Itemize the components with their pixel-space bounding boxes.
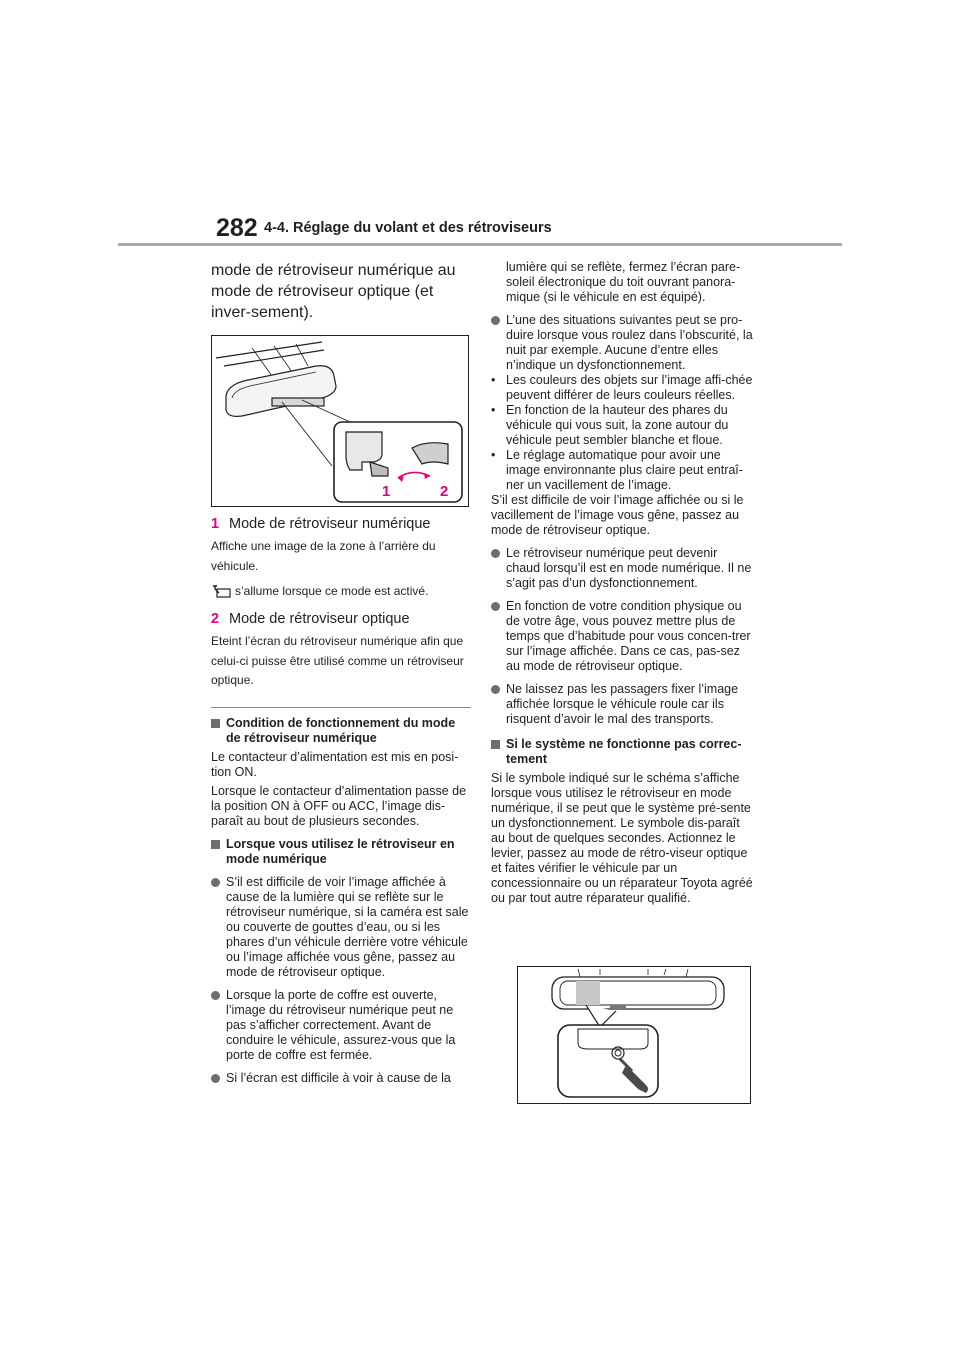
round-bullet-icon xyxy=(491,549,500,558)
bullet-text: En fonction de votre condition physique ou de votre âge, vous pouvez mettre plus de temps que d’habitude pour vous concen-trer sur l’image affichée. Dans ce cas, pas-sez au mode de rétroviseur optique. xyxy=(506,599,751,673)
bullet-item xyxy=(491,313,753,373)
bullet-text: Si l’écran est difficile à voir à cause de la xyxy=(226,1070,451,1085)
sub-bullet-text: Le réglage automatique pour avoir une image environnante plus claire peut entraî-ner un vacillement de l’image. xyxy=(506,448,743,492)
sub-bullet-marker: • xyxy=(491,448,496,462)
square-bullet-icon xyxy=(211,840,220,849)
sub-bullet-item xyxy=(491,373,753,403)
bullet-continuation: lumière qui se reflète, fermez l’écran pare-soleil électronique du toit ouvrant panora-mique (si le véhicule en est équipé). xyxy=(506,260,741,304)
section-title: 4-4. Réglage du volant et des rétroviseurs xyxy=(264,220,552,236)
sub-bullet-marker: • xyxy=(491,403,496,417)
bullet-conclusion: S’il est difficile de voir l’image affichée ou si le vacillement de l’image vous gêne, passez au mode de rétroviseur optique. xyxy=(491,493,744,537)
item-2-heading xyxy=(211,610,471,628)
left-column xyxy=(211,258,471,1086)
round-bullet-icon xyxy=(491,602,500,611)
condition-paragraph-1: Le contacteur d’alimentation est mis en posi-tion ON. xyxy=(211,749,459,779)
round-bullet-icon xyxy=(211,878,220,887)
malfunction-paragraph: Si le symbole indiqué sur le schéma s’affiche lorsque vous utilisez le rétroviseur en mode numérique, il se peut que le système pré-sente un dysfonctionnement. Le symbole dis-paraît au bout de quelques secondes. Actionnez le levier, passez au mode de rétro-viseur optique et faites vérifier le véhicule par un concessionnaire ou un réparateur Toyota agréé ou par tout autre réparateur qualifié. xyxy=(491,771,753,905)
square-bullet-icon xyxy=(491,740,500,749)
callout-2: 2 xyxy=(440,483,449,500)
bullet-item xyxy=(211,988,471,1063)
bullet-item xyxy=(491,682,753,727)
round-bullet-icon xyxy=(211,991,220,1000)
item-1-heading xyxy=(211,515,471,533)
round-bullet-icon xyxy=(211,1074,220,1083)
right-column xyxy=(491,258,753,906)
mirror-lever-figure xyxy=(211,335,469,507)
digital-mode-heading xyxy=(211,837,471,867)
condition-paragraph-2: Lorsque le contacteur d’alimentation passe de la position ON à OFF ou ACC, l’image dis-paraît au bout de plusieurs secondes. xyxy=(211,783,467,828)
bullet-text: L’une des situations suivantes peut se pro-duire lorsque vous roulez dans l’obscurité, la nuit par exemple. Aucune d’entre elles n’indique un dysfonctionnement. xyxy=(506,313,753,372)
sub-bullet-item xyxy=(491,448,753,493)
icon-note xyxy=(211,584,471,598)
lead-text: mode de rétroviseur numérique au mode de rétroviseur optique (et inver-sement). xyxy=(211,262,456,321)
mirror-lever-illustration xyxy=(212,336,468,506)
bullet-text: Ne laissez pas les passagers fixer l’image affichée lorsque le véhicule roule car ils risquent d’avoir le mal des transports. xyxy=(506,682,739,726)
condition-heading-text: Condition de fonctionnement du mode de rétroviseur numérique xyxy=(226,715,456,745)
round-bullet-icon xyxy=(491,316,500,325)
item-2-number: 2 xyxy=(211,611,220,627)
page-number: 282 xyxy=(216,214,258,242)
bullet-text: S’il est difficile de voir l’image affichée à cause de la lumière qui se reflète sur le rétroviseur numérique, si la caméra est sale ou couverte de gouttes d’eau, ou si les phares d’un véhicule derrière votre véhicule ou l’image affichée vous gêne, passez au mode de rétroviseur optique. xyxy=(226,874,469,979)
condition-heading xyxy=(211,716,471,746)
item-1-title: Mode de rétroviseur numérique xyxy=(229,516,431,532)
item-1-description: Affiche une image de la zone à l’arrière du véhicule. xyxy=(211,539,436,573)
digital-mode-heading-text: Lorsque vous utilisez le rétroviseur en mode numérique xyxy=(226,836,455,866)
item-2-description: Eteint l’écran du rétroviseur numérique afin que celui-ci puisse être utilisé comme un rétroviseur optique. xyxy=(211,634,464,687)
header-rule xyxy=(118,243,842,246)
bullet-text: Lorsque la porte de coffre est ouverte, l’image du rétroviseur numérique peut ne pas s’afficher correctement. Avant de conduire le véhicule, assurez-vous que la porte de coffre est fermée. xyxy=(226,987,456,1062)
callout-1: 1 xyxy=(382,483,391,500)
sub-bullet-text: Les couleurs des objets sur l’image affi-chée peuvent différer de leurs couleurs réelles. xyxy=(506,373,753,402)
bullet-item xyxy=(491,546,753,591)
bullet-item xyxy=(491,599,753,674)
square-bullet-icon xyxy=(211,719,220,728)
mirror-symbol-illustration xyxy=(518,967,750,1103)
sub-bullet-text: En fonction de la hauteur des phares du véhicule qui vous suit, la zone autour du véhicule peut sembler blanche et floue. xyxy=(506,403,729,447)
bullet-text: Le rétroviseur numérique peut devenir chaud lorsqu’il est en mode numérique. Il ne s’agit pas d’un dysfonctionnement. xyxy=(506,546,752,590)
sub-bullet-marker: • xyxy=(491,373,496,387)
divider xyxy=(211,707,471,708)
round-bullet-icon xyxy=(491,685,500,694)
sub-bullet-item xyxy=(491,403,753,448)
bullet-item xyxy=(211,875,471,980)
icon-note-text: s’allume lorsque ce mode est activé. xyxy=(235,584,429,598)
item-1-number: 1 xyxy=(211,516,220,532)
camera-icon xyxy=(211,584,231,598)
malfunction-heading-text: Si le système ne fonctionne pas correc-tement xyxy=(506,737,742,766)
malfunction-heading xyxy=(491,737,753,767)
item-2-title: Mode de rétroviseur optique xyxy=(229,611,410,627)
bullet-item xyxy=(211,1071,471,1086)
malfunction-symbol-figure xyxy=(517,966,751,1104)
